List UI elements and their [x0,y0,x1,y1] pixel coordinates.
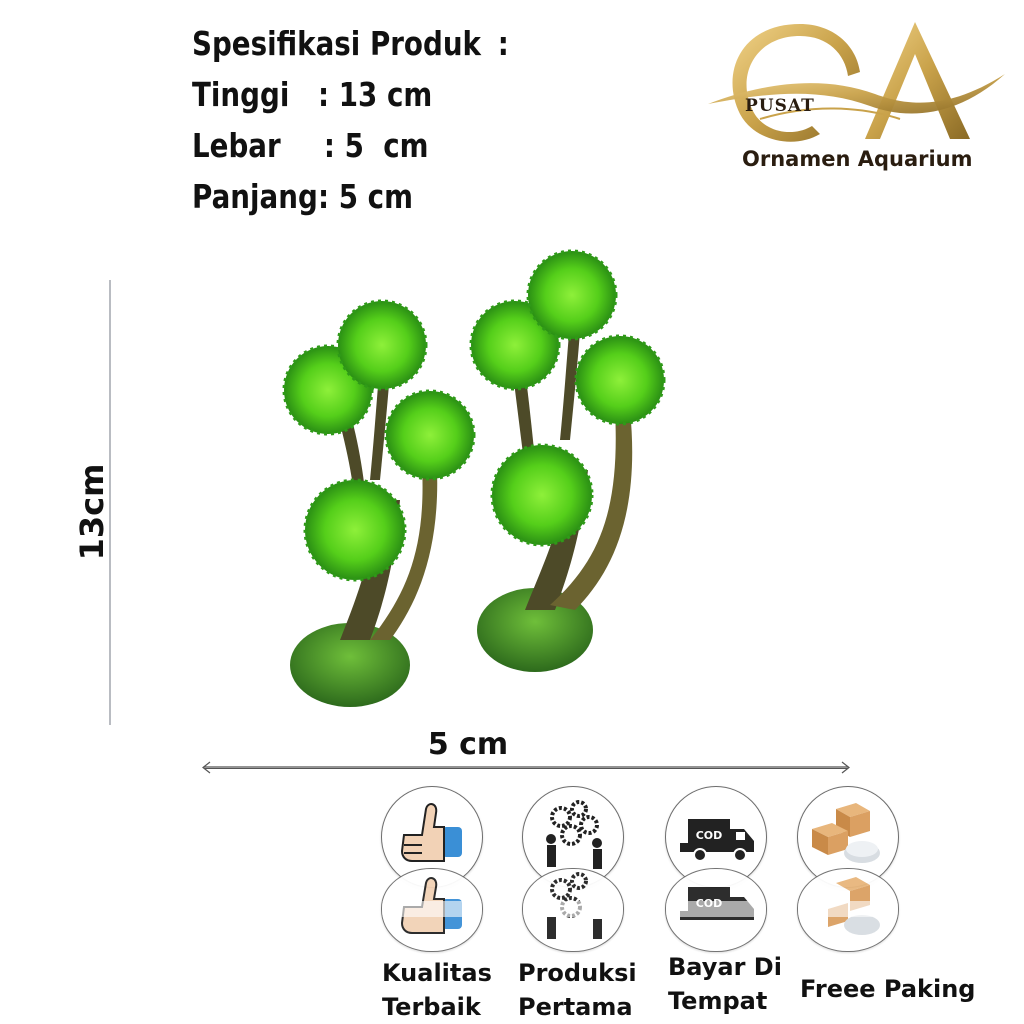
width-label: 5 cm [427,727,509,762]
aquarium-plant-image [270,240,680,720]
feature-label-packing [800,972,975,1006]
spec-label: Lebar [192,126,281,165]
brand-logo [700,14,1015,179]
spec-block [192,18,509,222]
feature-line: Terbaik [382,993,481,1021]
thumbs-up-icon [382,869,482,951]
spec-row-panjang [192,171,509,222]
spec-label: Tinggi [192,75,290,114]
feature-line: Tempat [668,987,768,1015]
spec-title-colon: : [497,24,509,63]
feature-line: Bayar Di [668,953,782,981]
feature-label-cod [668,950,782,1018]
height-label: 13cm [73,463,111,561]
spec-title-row [192,18,509,69]
logo-small-text: PUSAT [745,96,815,116]
feature-line: Freee Paking [800,975,976,1003]
cod-truck-icon [666,869,766,951]
feature-label-quality [382,956,492,1024]
spec-value: : 5 cm [318,177,413,216]
svg-text:COD: COD [695,829,723,842]
production-badge-reflection [522,868,624,952]
feature-label-production [518,956,637,1024]
feature-line: Kualitas [382,959,492,987]
spec-value: : 13 cm [318,75,433,114]
spec-title: Spesifikasi Produk [192,24,481,63]
cod-badge-reflection [665,868,767,952]
logo-brand-text: Ornamen Aquarium [742,147,973,171]
gears-team-icon [523,869,623,951]
spec-row-tinggi [192,69,509,120]
feature-line: Pertama [518,993,633,1021]
spec-row-lebar [192,120,509,171]
spec-label: Panjang [192,177,318,216]
feature-line: Produksi [518,959,637,987]
width-dimension-arrow [200,760,852,774]
quality-badge-reflection [381,868,483,952]
boxes-icon [798,869,898,951]
spec-value: : 5 cm [323,126,429,165]
packing-badge-reflection [797,868,899,952]
